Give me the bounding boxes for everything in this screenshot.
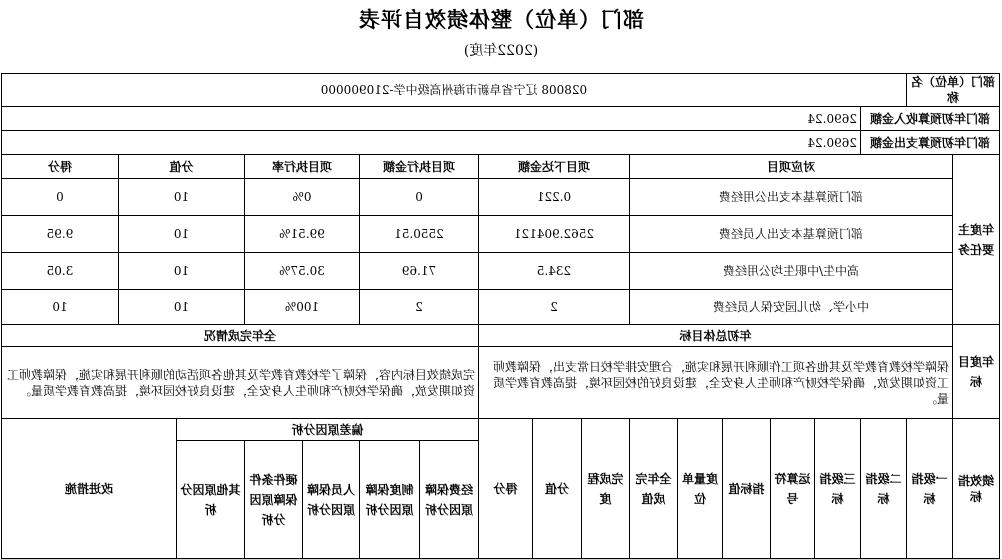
task-cell: 99.51% bbox=[244, 216, 359, 253]
tasks-header: 得分 bbox=[1, 155, 118, 179]
deviation-col: 经费保障原因分析 bbox=[419, 441, 478, 559]
task-cell: 9.95 bbox=[1, 216, 118, 253]
overall-goal-text: 保障学校教育教学及其他各项工作顺利开展和实施，合理安排学校日常支出，保障教师工资如期发放，确保学校财产和师生人身安全，建设良好的校园环境，提高教育教学质量。 bbox=[478, 347, 952, 419]
task-cell: 10 bbox=[118, 290, 244, 325]
indicator-header: 完成程度 bbox=[581, 419, 629, 559]
expense-label: 部门年初预算支出金额 bbox=[860, 131, 999, 155]
task-cell: 30.57% bbox=[244, 253, 359, 290]
task-cell: 100% bbox=[244, 290, 359, 325]
dept-name-value: 028008 辽宁省阜新市海州高级中学-210900000 bbox=[1, 74, 906, 107]
tasks-header: 项目下达金额 bbox=[478, 155, 629, 179]
indicator-header: 分值 bbox=[532, 419, 581, 559]
indicator-header: 度量单位 bbox=[677, 419, 722, 559]
task-cell: 部门预算基本支出公用经费 bbox=[629, 179, 952, 216]
task-cell: 0.221 bbox=[478, 179, 629, 216]
task-cell: 10 bbox=[1, 290, 118, 325]
indicator-header: 得分 bbox=[478, 419, 532, 559]
expense-value: 2690.24 bbox=[1, 131, 860, 155]
indicator-header: 二级指标 bbox=[860, 419, 906, 559]
income-value: 2690.24 bbox=[1, 107, 860, 131]
task-cell: 0 bbox=[1, 179, 118, 216]
task-cell: 2 bbox=[478, 290, 629, 325]
task-cell: 2 bbox=[359, 290, 478, 325]
task-cell: 2550.51 bbox=[359, 216, 478, 253]
tasks-header: 项目执行金额 bbox=[359, 155, 478, 179]
task-cell: 0 bbox=[359, 179, 478, 216]
task-cell: 部门预算基本支出人员经费 bbox=[629, 216, 952, 253]
indicator-header: 一级指标 bbox=[906, 419, 952, 559]
tasks-row-label: 年度主要任务 bbox=[953, 155, 1000, 325]
task-cell: 0% bbox=[244, 179, 359, 216]
page-subtitle: (2022年度) bbox=[463, 43, 539, 59]
completion-text: 完成绩效目标内容，保障了学校教育教学及其他各项活动的顺利开展和实施，保障教师工资如期发放，确保学校财产和师生人身安全，建设良好校园环境，提高教育教学质量。 bbox=[1, 347, 478, 419]
task-cell: 234.5 bbox=[478, 253, 629, 290]
deviation-col: 制度保障原因分析 bbox=[359, 441, 419, 559]
dept-name-label: 部门（单位）名称 bbox=[906, 74, 999, 107]
goals-row-label: 年度目标 bbox=[953, 325, 1000, 419]
indicators-row-label: 绩效指标 bbox=[953, 419, 1000, 559]
task-cell: 10 bbox=[118, 216, 244, 253]
indicator-header: 三级指标 bbox=[814, 419, 860, 559]
measures-header: 改进措施 bbox=[1, 419, 176, 559]
deviation-col: 其他原因分析 bbox=[176, 441, 244, 559]
tasks-header: 分值 bbox=[118, 155, 244, 179]
task-cell: 10 bbox=[118, 179, 244, 216]
tasks-header: 项目执行率 bbox=[244, 155, 359, 179]
indicator-header: 运算符号 bbox=[770, 419, 814, 559]
evaluation-table bbox=[1, 73, 1000, 559]
completion-header: 全年完成情况 bbox=[1, 325, 478, 347]
indicator-header: 全年完成值 bbox=[629, 419, 677, 559]
task-cell: 中小学、幼儿园安保人员经费 bbox=[629, 290, 952, 325]
deviation-col: 硬件条件保障原因分析 bbox=[244, 441, 302, 559]
page-title: 部门（单位）整体绩效自评表 bbox=[358, 7, 644, 32]
deviation-header: 偏差原因分析 bbox=[176, 419, 478, 441]
tasks-header: 对应项目 bbox=[629, 155, 952, 179]
overall-goal-header: 年初总体目标 bbox=[478, 325, 952, 347]
income-label: 部门年初预算收入金额 bbox=[860, 107, 999, 131]
deviation-col: 人员保障原因分析 bbox=[302, 441, 359, 559]
indicator-header: 指标值 bbox=[722, 419, 770, 559]
task-cell: 2562.904121 bbox=[478, 216, 629, 253]
task-cell: 10 bbox=[118, 253, 244, 290]
task-cell: 3.05 bbox=[1, 253, 118, 290]
task-cell: 71.69 bbox=[359, 253, 478, 290]
task-cell: 高中生/中职生均公用经费 bbox=[629, 253, 952, 290]
